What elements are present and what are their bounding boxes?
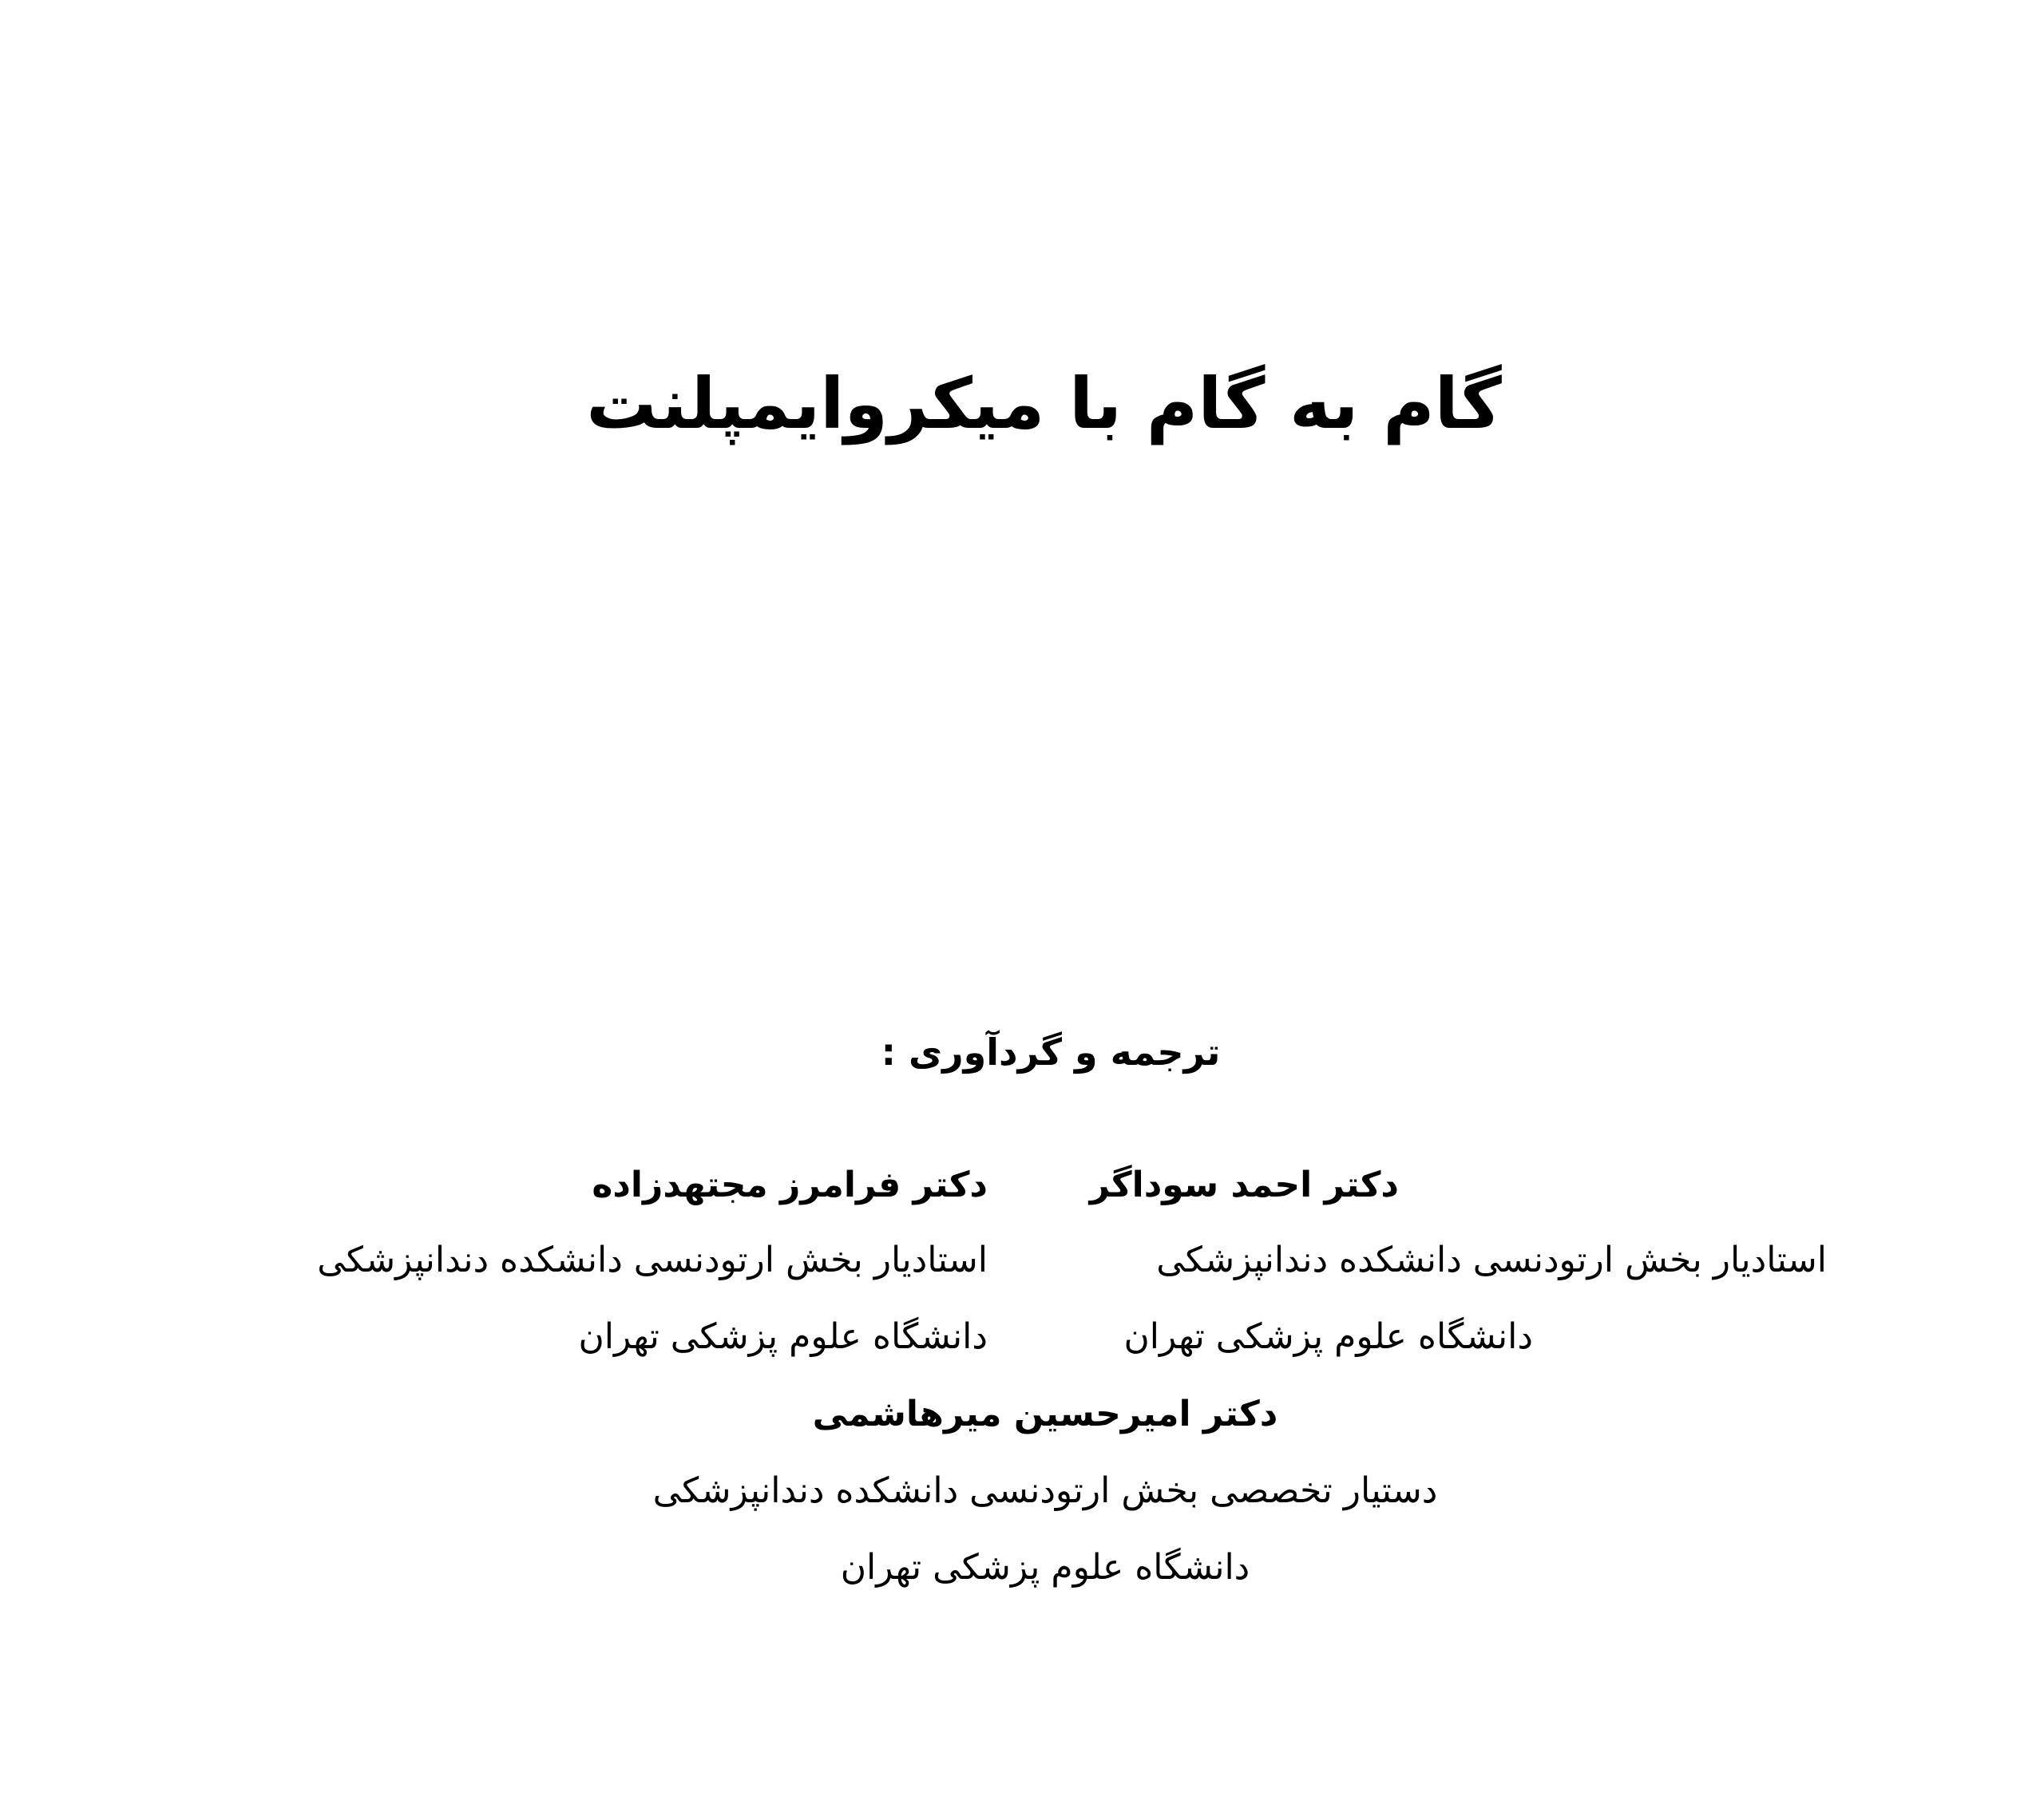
author-3-university: دانشگاه علوم پزشکی تهران bbox=[840, 1547, 1250, 1588]
author-2-position: استادیار بخش ارتودنسی دانشکده دندانپزشکی bbox=[317, 1240, 988, 1280]
author-2-name: دکتر فرامرز مجتهدزاده bbox=[592, 1165, 988, 1205]
author-2-university: دانشگاه علوم پزشکی تهران bbox=[578, 1316, 988, 1357]
author-1-university: دانشگاه علوم پزشکی تهران bbox=[1123, 1316, 1533, 1357]
author-3-position: دستیار تخصصی بخش ارتودنسی دانشکده دندانپزشکی bbox=[652, 1470, 1438, 1511]
author-1-position: استادیار بخش ارتودنسی دانشکده دندانپزشکی bbox=[1156, 1240, 1827, 1280]
credit-label: ترجمه و گردآوری : bbox=[881, 1031, 1221, 1074]
book-title: گام به گام با میکروایمپلنت bbox=[586, 362, 1502, 445]
author-1-name: دکتر احمد سوداگر bbox=[1089, 1165, 1399, 1205]
author-3-name: دکتر امیرحسین میرهاشمی bbox=[812, 1394, 1278, 1434]
